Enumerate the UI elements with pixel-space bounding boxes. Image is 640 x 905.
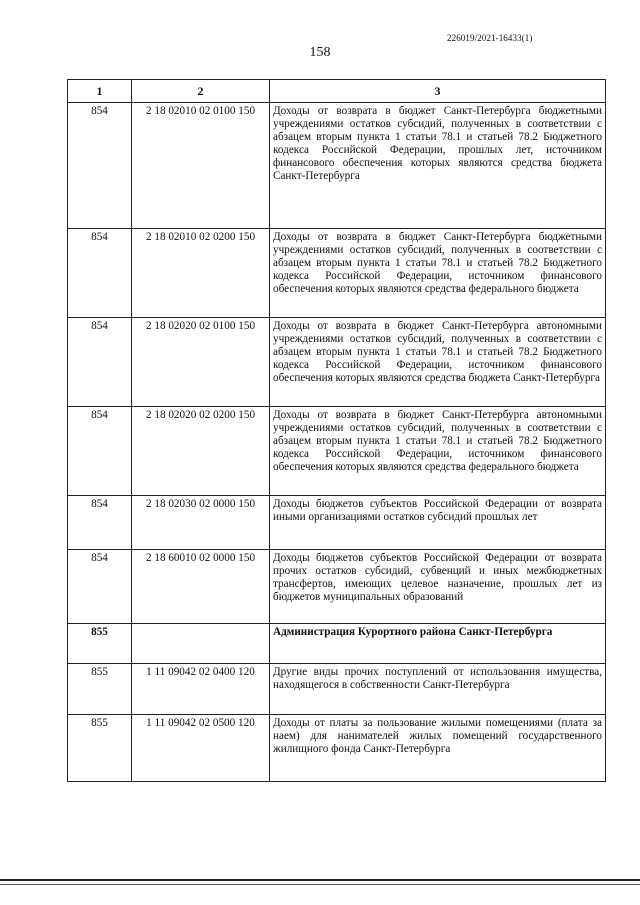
description-cell: Доходы от возврата в бюджет Санкт-Петербурга автономными учреждениями остатков субсидий, полученных в соответствии с абзацем вторым пункта 1 статьи 78.1 и статьей 78.2 Бюджетного кодекса Российской Федерации, источником финансового обеспечения которых являются средства федерального бюджета: [270, 407, 606, 496]
admin-code-cell: 855: [68, 624, 132, 664]
budget-code-cell: 1 11 09042 02 0500 120: [132, 715, 270, 782]
admin-code-cell: 854: [68, 318, 132, 407]
table-row: [68, 664, 606, 715]
description-cell: Доходы бюджетов субъектов Российской Федерации от возврата прочих остатков субсидий, субвенций и иных межбюджетных трансфертов, имеющих целевое назначение, прошлых лет из бюджетов муниципальных образований: [270, 550, 606, 624]
admin-code-cell: 854: [68, 550, 132, 624]
admin-code-cell: 855: [68, 715, 132, 782]
revenue-codes-table: [67, 79, 606, 782]
page-number: 158: [309, 45, 331, 60]
section-header-row: [68, 624, 606, 664]
description-cell: Доходы от возврата в бюджет Санкт-Петербурга бюджетными учреждениями остатков субсидий, полученных в соответствии с абзацем вторым пункта 1 статьи 78.1 и статьей 78.2 Бюджетного кодекса Российской Федерации, источником финансового обеспечения которых являются средства федерального бюджета: [270, 229, 606, 318]
admin-code-cell: 855: [68, 664, 132, 715]
admin-code-cell: 854: [68, 229, 132, 318]
table-row: [68, 407, 606, 496]
table-row: [68, 318, 606, 407]
budget-code-cell: [132, 624, 270, 664]
scan-edge-line-thin: [0, 884, 640, 885]
document-registration-number: 226019/2021-16433(1): [447, 33, 533, 43]
admin-code-cell: 854: [68, 496, 132, 550]
budget-code-cell: 2 18 02010 02 0200 150: [132, 229, 270, 318]
table-row: [68, 550, 606, 624]
budget-code-cell: 2 18 02020 02 0100 150: [132, 318, 270, 407]
budget-code-cell: 2 18 60010 02 0000 150: [132, 550, 270, 624]
admin-code-cell: 854: [68, 407, 132, 496]
column-header-1: 1: [68, 80, 132, 103]
description-cell: Доходы бюджетов субъектов Российской Федерации от возврата иными организациями остатков субсидий прошлых лет: [270, 496, 606, 550]
description-cell: Доходы от возврата в бюджет Санкт-Петербурга бюджетными учреждениями остатков субсидий, полученных в соответствии с абзацем вторым пункта 1 статьи 78.1 и статьей 78.2 Бюджетного кодекса Российской Федерации, прошлых лет, источником финансового обеспечения которых являются средства бюджета Санкт-Петербурга: [270, 103, 606, 229]
budget-code-cell: 1 11 09042 02 0400 120: [132, 664, 270, 715]
budget-code-cell: 2 18 02010 02 0100 150: [132, 103, 270, 229]
table-row: [68, 496, 606, 550]
administrator-name-cell: Администрация Курортного района Санкт-Петербурга: [270, 624, 606, 664]
table-row: [68, 715, 606, 782]
description-cell: Доходы от платы за пользование жилыми помещениями (плата за наем) для нанимателей жилых помещений государственного жилищного фонда Санкт-Петербурга: [270, 715, 606, 782]
column-header-3: 3: [270, 80, 606, 103]
table-row: [68, 229, 606, 318]
description-cell: Доходы от возврата в бюджет Санкт-Петербурга автономными учреждениями остатков субсидий, полученных в соответствии с абзацем вторым пункта 1 статьи 78.1 и статьей 78.2 Бюджетного кодекса Российской Федерации, источником финансового обеспечения которых являются средства бюджета Санкт-Петербурга: [270, 318, 606, 407]
table-row: [68, 103, 606, 229]
scan-edge-line: [0, 879, 640, 881]
table-header-row: [68, 80, 606, 103]
description-cell: Другие виды прочих поступлений от использования имущества, находящегося в собственности Санкт-Петербурга: [270, 664, 606, 715]
budget-code-cell: 2 18 02020 02 0200 150: [132, 407, 270, 496]
admin-code-cell: 854: [68, 103, 132, 229]
budget-code-cell: 2 18 02030 02 0000 150: [132, 496, 270, 550]
column-header-2: 2: [132, 80, 270, 103]
